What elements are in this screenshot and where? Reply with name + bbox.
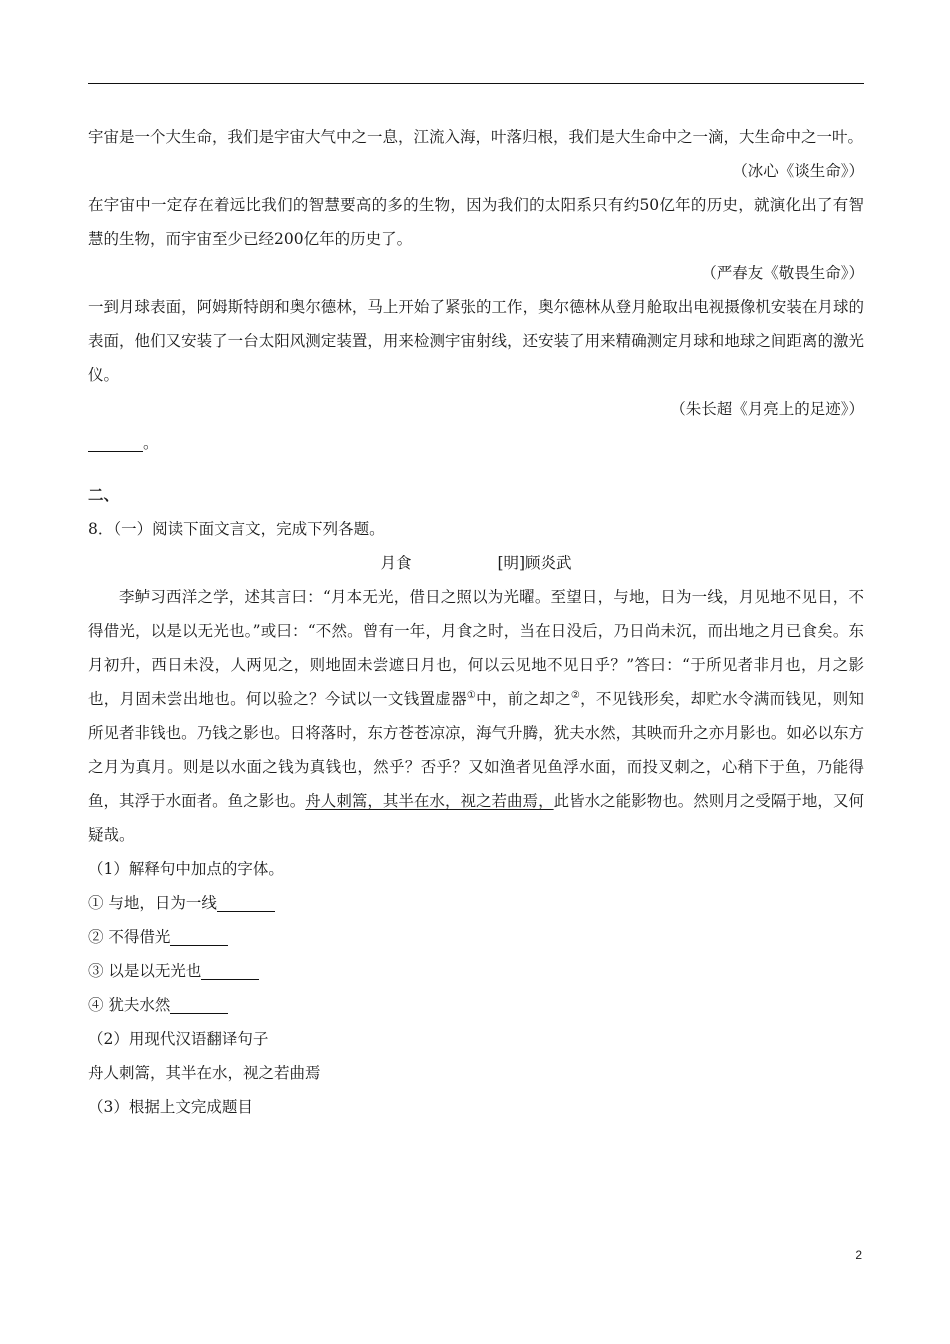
classical-text-part-4: 此皆水之能影物也。然则月之受隔于地，又何疑哉。: [88, 792, 864, 844]
answer-blank[interactable]: [88, 431, 143, 452]
item-4: [88, 988, 864, 1022]
classical-text-part-2: 中，前之却之: [476, 690, 571, 708]
item-2-text: ② 不得借光: [88, 928, 171, 946]
item-3-text: ③ 以是以无光也: [88, 962, 202, 980]
item-3-blank[interactable]: [201, 959, 259, 980]
section-two-heading: 二、: [88, 485, 120, 504]
classical-text-part-3: ，不见钱形矣，却贮水令满而钱见，则知所见者非钱也。乃钱之影也。日将落时，东方苍苍凉凉，海气升腾，犹夫水然，其映而升之亦月影也。如必以东方之月为真月。则是以水面之钱为真钱也，然乎？否乎？又如渔者见鱼浮水面，而投叉刺之，心稍下于鱼，乃能得鱼，其浮于水面者。鱼之影也。: [88, 690, 864, 810]
header-rule: [88, 83, 864, 84]
item-3: [88, 954, 864, 988]
question-8-intro: 8．（一）阅读下面文言文，完成下列各题。: [88, 520, 385, 538]
translate-sentence: 舟人刺篙，其半在水，视之若曲焉: [88, 1064, 321, 1082]
passage-3-source: （朱长超《月亮上的足迹》）: [670, 400, 864, 418]
passage-2-text: 在宇宙中一定存在着远比我们的智慧要高的多的生物，因为我们的太阳系只有约50亿年的历史，就演化出了有智慧的生物，而宇宙至少已经200亿年的历史了。: [88, 196, 864, 248]
sub-question-1: （1）解释句中加点的字体。: [88, 860, 284, 878]
sub-question-2: （2）用现代汉语翻译句子: [88, 1030, 269, 1048]
footnote-marker-1: ①: [466, 689, 477, 701]
passage-3-text: 一到月球表面，阿姆斯特朗和奥尔德林，马上开始了紧张的工作，奥尔德林从登月舱取出电视摄像机安装在月球的表面，他们又安装了一台太阳风测定装置，用来检测宇宙射线，还安装了用来精确测定月球和地球之间距离的激光仪。: [88, 298, 864, 384]
classical-text-part-1: 李鲈习西洋之学，述其言曰：“月本无光，借日之照以为光曜。至望日，与地，日为一线，月见地不见日，不得借光，以是以无光也。”或曰：“不然。曾有一年，月食之时，当在日没后，乃日尚未沉，而出地之月已食矣。东月初升，西日未没，人两见之，则地固未尝遮日月也，何以云见地不见日乎？”答曰：“于所见者非月也，月之影也，月固未尝出地也。何以验之？今试以一文钱置虚器: [88, 588, 864, 708]
item-1: [88, 886, 864, 920]
answer-line-end: 。: [143, 434, 159, 452]
passage-2-source: （严春友《敬畏生命》）: [701, 264, 864, 282]
classical-text: [88, 580, 864, 852]
document-page: [88, 120, 864, 1124]
item-2-blank[interactable]: [170, 925, 228, 946]
item-1-blank[interactable]: [217, 891, 275, 912]
footnote-marker-2: ②: [570, 689, 581, 701]
item-4-text: ④ 犹夫水然: [88, 996, 171, 1014]
answer-line: [88, 426, 864, 460]
item-1-text: ① 与地，日为一线: [88, 894, 217, 912]
page-number: 2: [855, 1248, 862, 1262]
text-title: 月食: [380, 554, 412, 572]
passage-1-text: 宇宙是一个大生命，我们是宇宙大气中之一息，江流入海，叶落归根，我们是大生命中之一滴，大生命中之一叶。: [88, 128, 864, 146]
poem-title-line: [88, 546, 864, 580]
underlined-sentence: 舟人刺篙，其半在水，视之若曲焉，: [305, 792, 554, 810]
item-4-blank[interactable]: [170, 993, 228, 1014]
text-author: [明]顾炎武: [497, 554, 572, 572]
passage-1-source: （冰心《谈生命》）: [732, 162, 864, 180]
sub-question-3: （3）根据上文完成题目: [88, 1098, 253, 1116]
item-2: [88, 920, 864, 954]
spacer: [88, 460, 864, 478]
